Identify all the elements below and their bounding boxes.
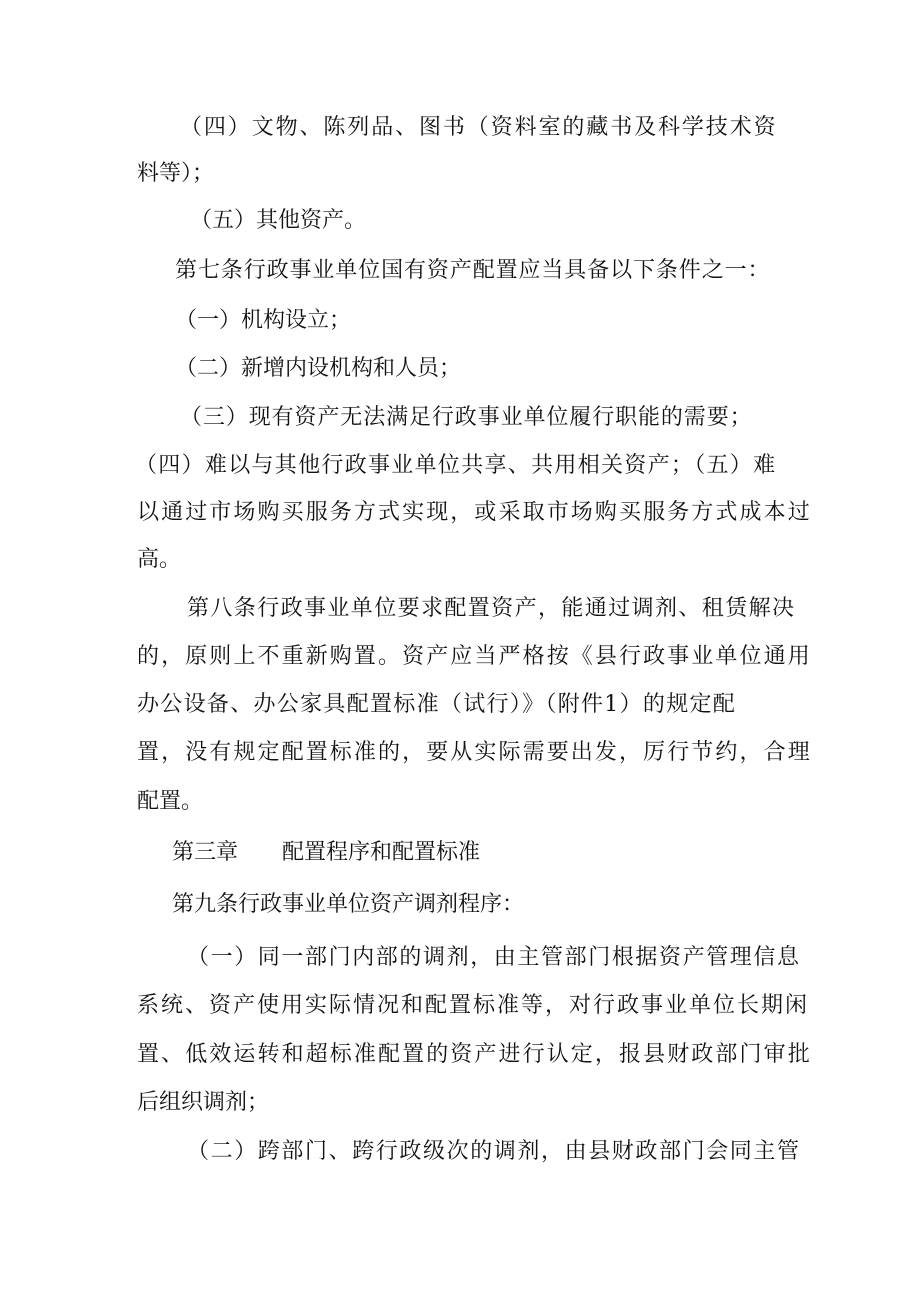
paragraph-line: 置，没有规定配置标准的，要从实际需要出发，厉行节约，合理 [137, 740, 812, 765]
list-item: （二）跨部门、跨行政级次的调剂，由县财政部门会同主管 [187, 1139, 801, 1164]
chapter-heading [172, 838, 480, 868]
paragraph-line: （五）其他资产。 [190, 208, 367, 233]
paragraph-line: 置、低效运转和超标准配置的资产进行认定，报县财政部门审批 [137, 1042, 812, 1067]
chapter-number: 第三章 [172, 840, 239, 865]
paragraph-line: 的，原则上不重新购置。资产应当严格按《县行政事业单位通用 [137, 644, 812, 669]
paragraph-line: 后组织调剂； [137, 1090, 270, 1115]
list-item: （四）难以与其他行政事业单位共享、共用相关资产；（五）难 [135, 453, 777, 478]
paragraph-line: 料等）； [137, 161, 215, 186]
list-item: （一）机构设立； [175, 308, 352, 333]
paragraph-line: 系统、资产使用实际情况和配置标准等，对行政事业单位长期闲 [137, 993, 810, 1018]
paragraph-line: （四）文物、陈列品、图书（资料室的藏书及科学技术资 [180, 115, 778, 140]
article-heading: 第八条行政事业单位要求配置资产，能通过调剂、租赁解决 [187, 596, 796, 621]
article-heading: 第九条行政事业单位资产调剂程序： [172, 892, 525, 917]
paragraph-line: 办公设备、办公家具配置标准（试行）》（附件1）的规定配 [137, 692, 737, 717]
article-heading: 第七条行政事业单位国有资产配置应当具备以下条件之一： [175, 258, 771, 283]
list-item: （二）新增内设机构和人员； [175, 356, 462, 381]
list-item: （三）现有资产无法满足行政事业单位履行职能的需要； [180, 405, 753, 430]
paragraph-line: 配置。 [137, 789, 204, 814]
chapter-title: 配置程序和配置标准 [282, 840, 481, 865]
list-item: （一）同一部门内部的调剂，由主管部门根据资产管理信息 [187, 945, 801, 970]
paragraph-line: 高。 [137, 547, 182, 572]
paragraph-line: 以通过市场购买服务方式实现，或采取市场购买服务方式成本过 [137, 500, 812, 525]
